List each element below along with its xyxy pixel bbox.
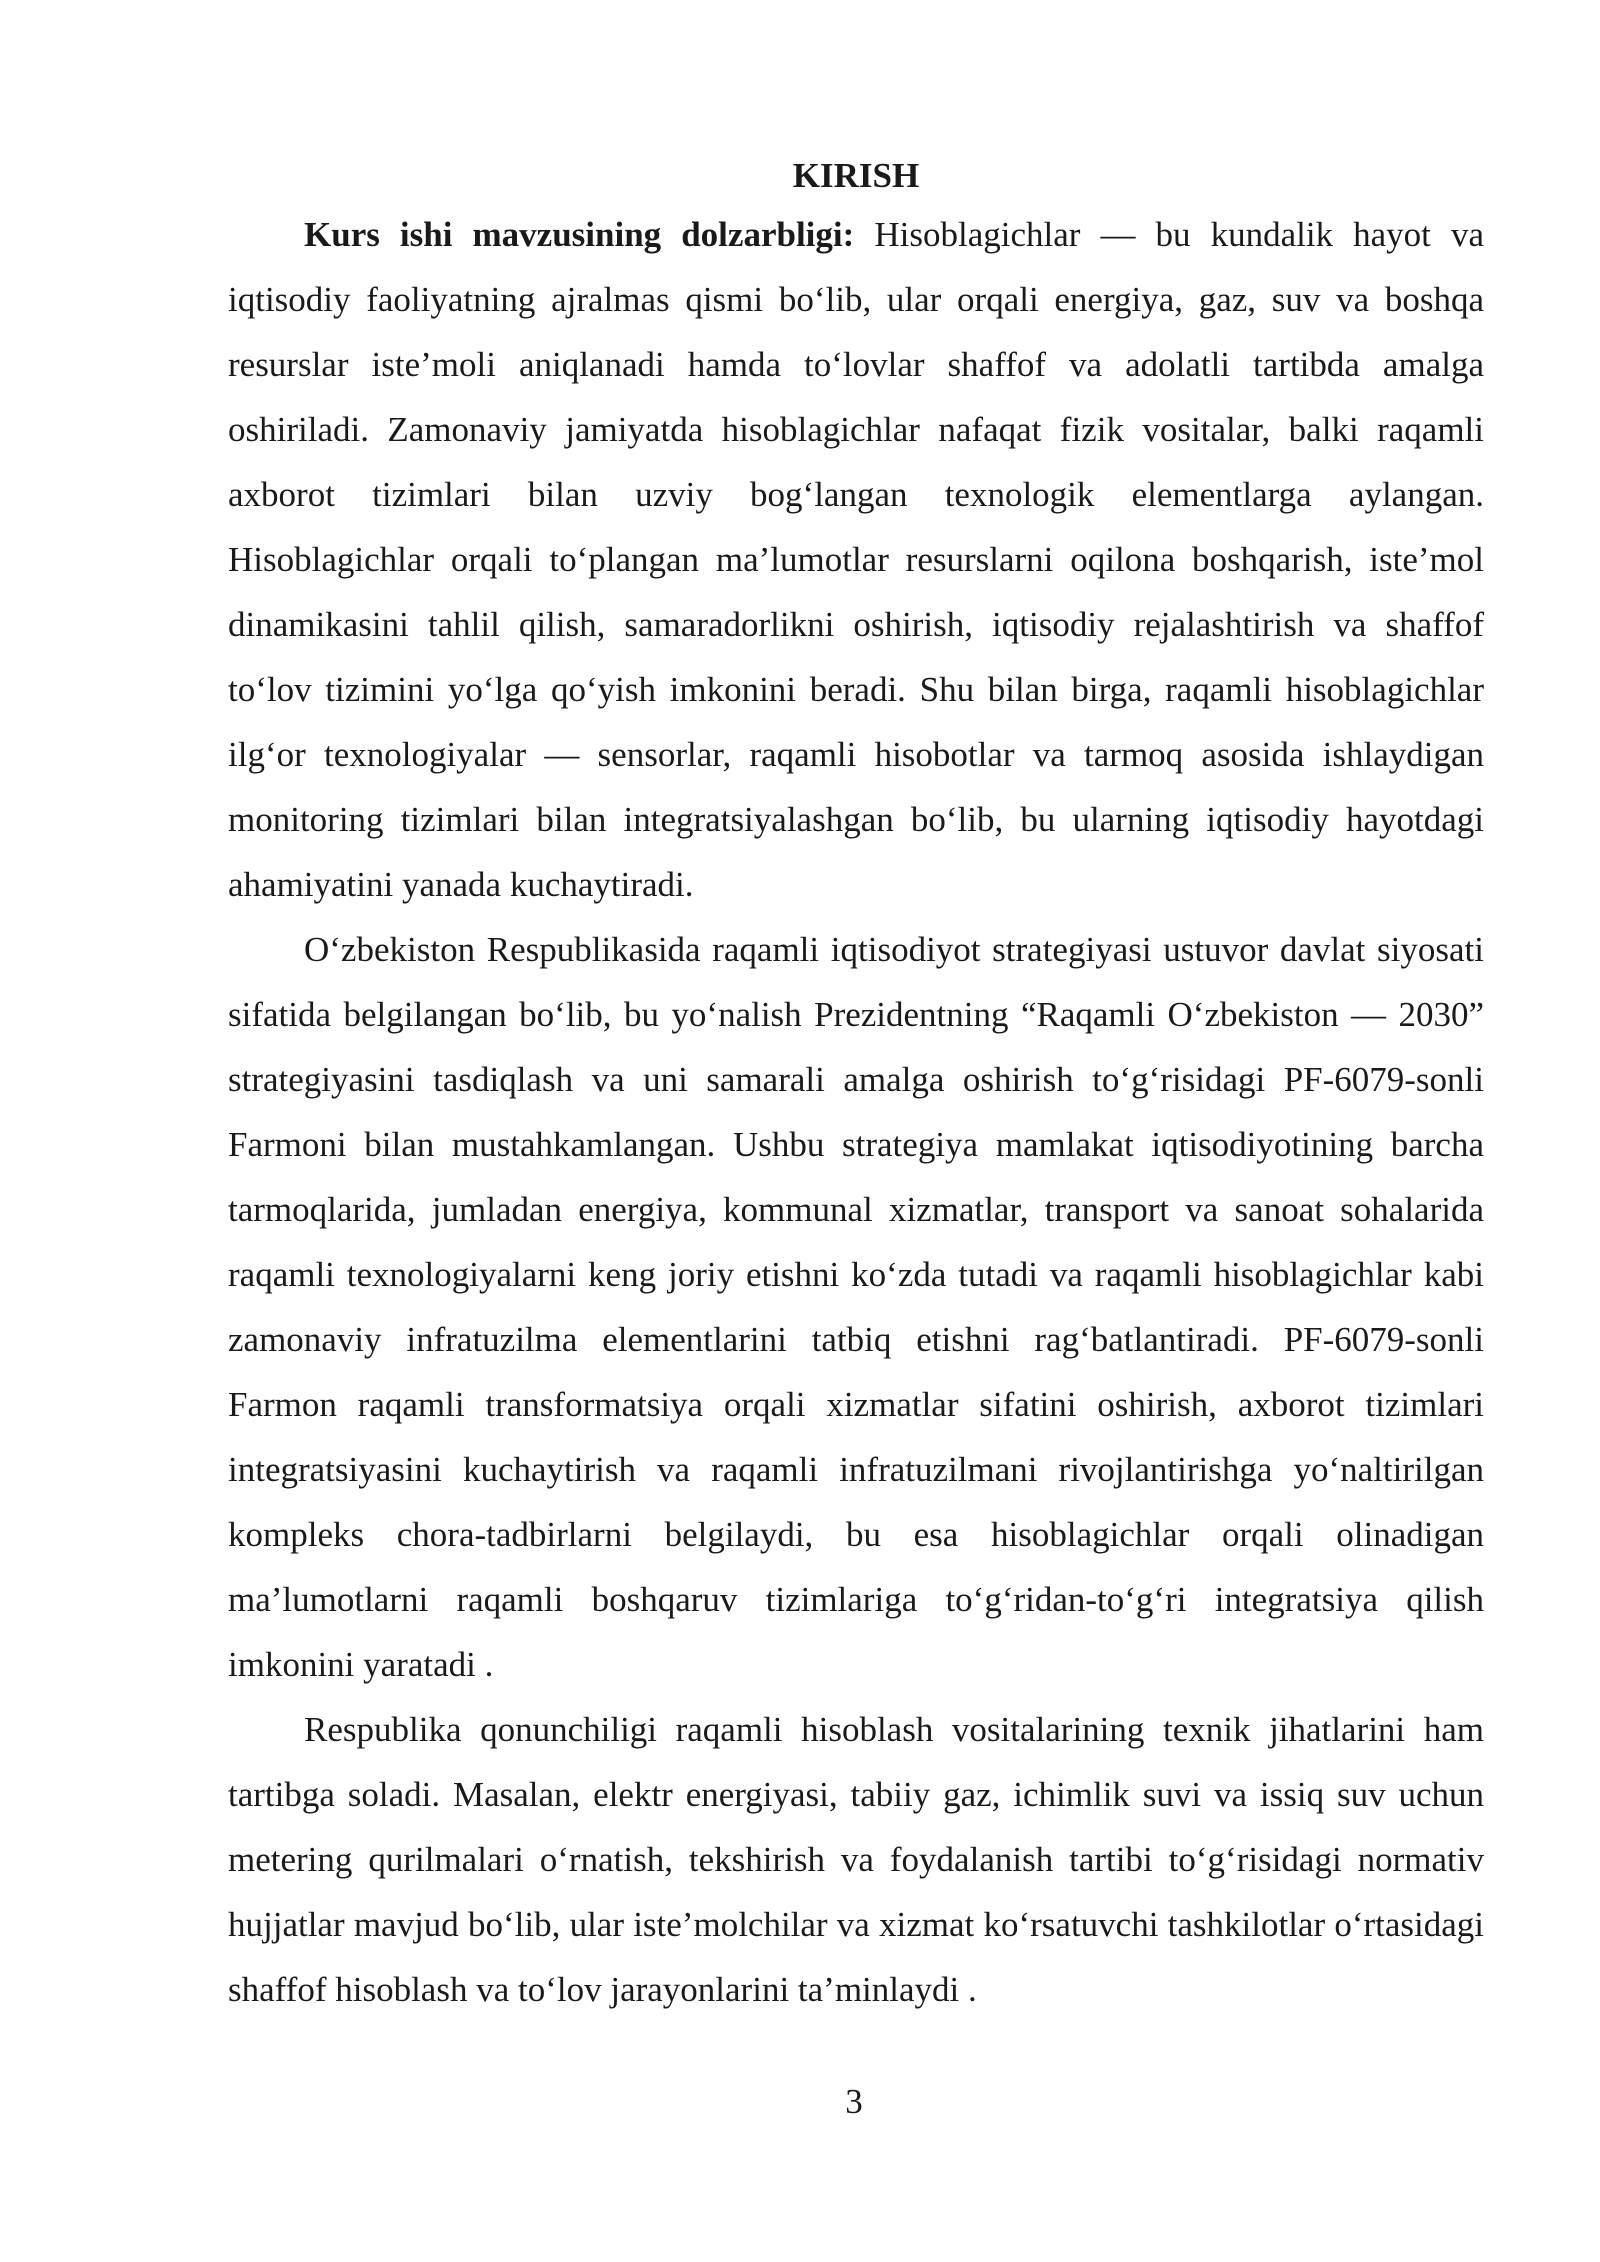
paragraph-text: Hisoblagichlar — bu kundalik hayot va iqtisodiy faoliyatning ajralmas qismi bo‘lib, ular orqali energiya, gaz, suv va boshqa resurslar iste’moli aniqlanadi hamda to‘lovlar shaffof va adolatli tartibda amalga oshiriladi. Zamonaviy jamiyatda hisoblagichlar nafaqat fizik vositalar, balki raqamli axborot tizimlari bilan uzviy bog‘langan texnologik elementlarga aylangan. Hisoblagichlar orqali to‘plangan ma’lumotlar resurslarni oqilona boshqarish, iste’mol dinamikasini tahlil qilish, samaradorlikni oshirish, iqtisodiy rejalashtirish va shaffof to‘lov tizimini yo‘lga qo‘yish imkonini beradi. Shu bilan birga, raqamli hisoblagichlar ilg‘or texnologiyalar — sensorlar, raqamli hisobotlar va tarmoq asosida ishlaydigan monitoring tizimlari bilan integratsiyalashgan bo‘lib, bu ularning iqtisodiy hayotdagi ahamiyatini yanada kuchaytiradi.: [228, 215, 1484, 904]
paragraph-strategy: O‘zbekiston Respublikasida raqamli iqtisodiyot strategiyasi ustuvor davlat siyosati sifatida belgilangan bo‘lib, bu yo‘nalish Prezidentning “Raqamli O‘zbekiston — 2030” strategiyasini tasdiqlash va uni samarali amalga oshirish to‘g‘risidagi PF-6079-sonli Farmoni bilan mustahkamlangan. Ushbu strategiya mamlakat iqtisodiyotining barcha tarmoqlarida, jumladan energiya, kommunal xizmatlar, transport va sanoat sohalarida raqamli texnologiyalarni keng joriy etishni ko‘zda tutadi va raqamli hisoblagichlar kabi zamonaviy infratuzilma elementlarini tatbiq etishni rag‘batlantiradi. PF-6079-sonli Farmon raqamli transformatsiya orqali xizmatlar sifatini oshirish, axborot tizimlari integratsiyasini kuchaytirish va raqamli infratuzilmani rivojlantirishga yo‘naltirilgan kompleks chora-tadbirlarni belgilaydi, bu esa hisoblagichlar orqali olinadigan ma’lumotlarni raqamli boshqaruv tizimlariga to‘g‘ridan-to‘g‘ri integratsiya qilish imkonini yaratadi .: [228, 930, 1484, 1684]
page-content: [228, 150, 1484, 2022]
paragraph-relevance: [228, 202, 1484, 917]
paragraph-lead: Kurs ishi mavzusining dolzarbligi:: [304, 215, 855, 254]
paragraph-legislation: Respublika qonunchiligi raqamli hisoblash vositalarining texnik jihatlarini ham tartibga soladi. Masalan, elektr energiyasi, tabiiy gaz, ichimlik suvi va issiq suv uchun metering qurilmalari o‘rnatish, tekshirish va foydalanish tartibi to‘g‘risidagi normativ hujjatlar mavjud bo‘lib, ular iste’molchilar va xizmat ko‘rsatuvchi tashkilotlar o‘rtasidagi shaffof hisoblash va to‘lov jarayonlarini ta’minlaydi .: [228, 1710, 1484, 2009]
page-number: 3: [845, 2082, 863, 2121]
section-heading: KIRISH: [792, 156, 920, 195]
